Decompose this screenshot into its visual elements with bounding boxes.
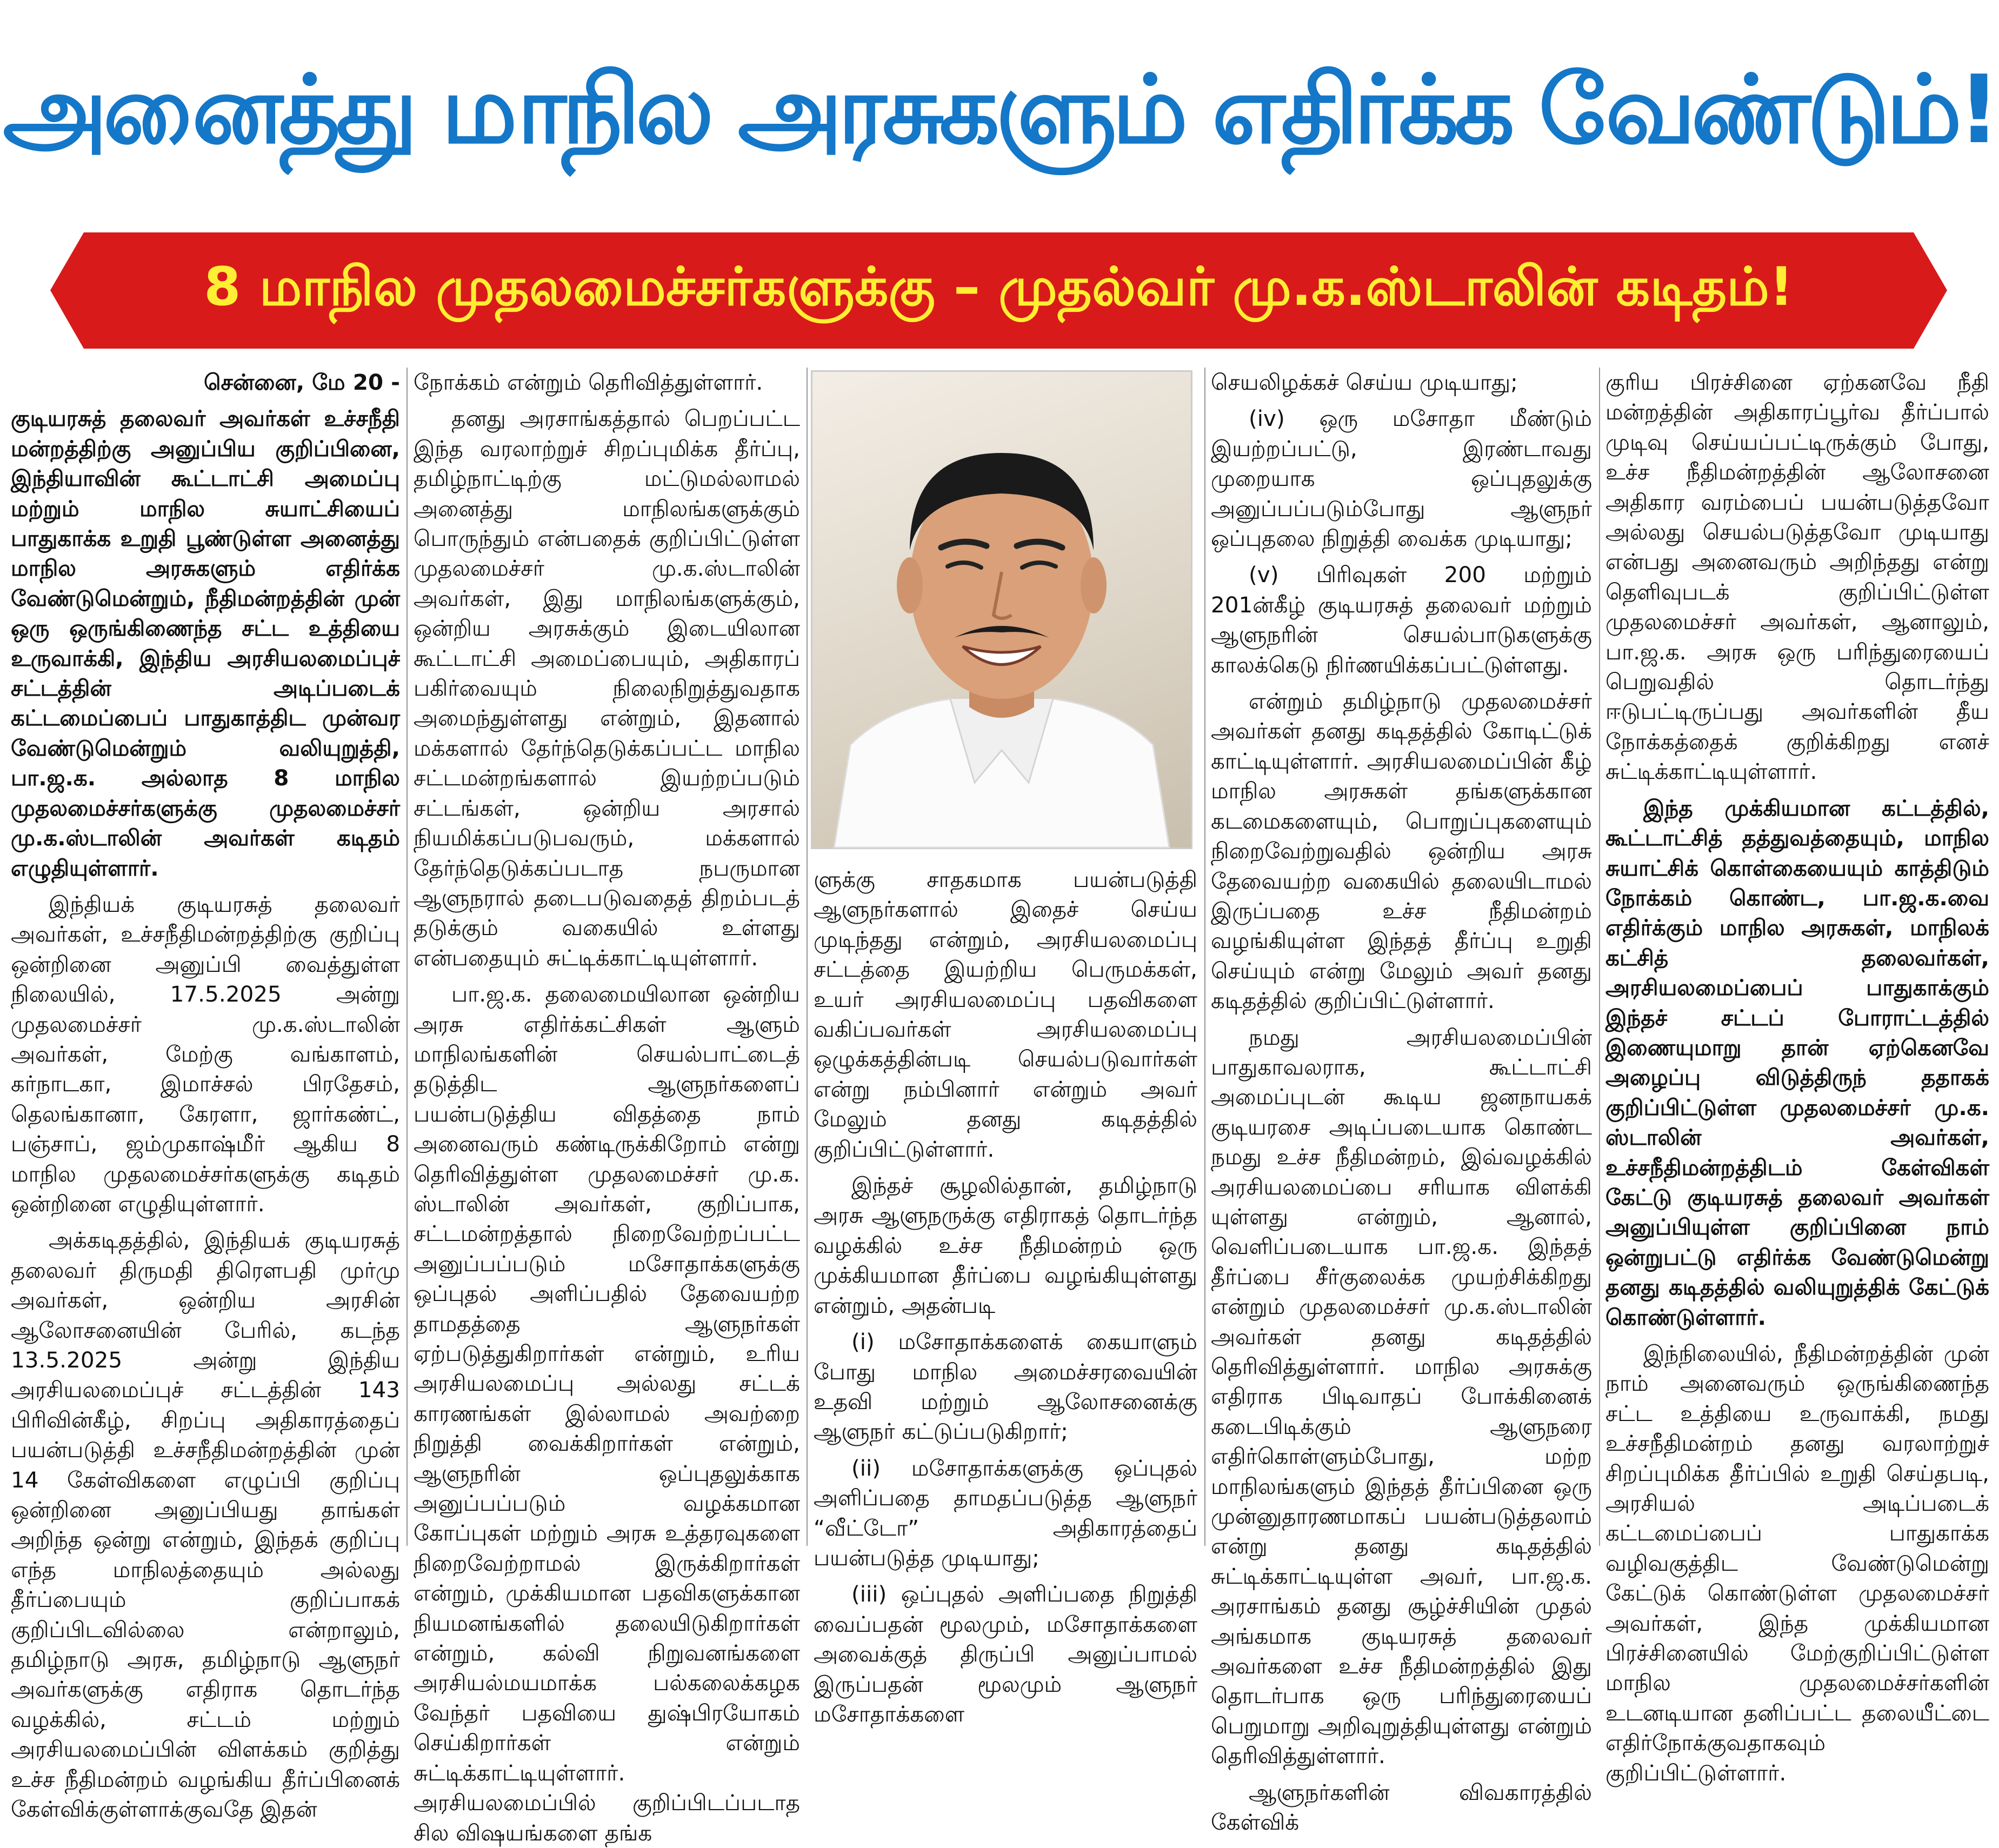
body-paragraph: இந்தியக் குடியரசுத் தலைவர் அவர்கள், உச்சநீதிமன்றத்திற்கு குறிப்பு ஒன்றினை அனுப்பி வைத்துள்ள நிலையில், 17.5.2025 அன்று முதலமைச்சர் மு.க.ஸ்டாலின் அவர்கள், மேற்கு வங்காளம், கர்நாடகா, இமாச்சல் பிரதேசம், தெலங்கானா, கேரளா, ஜார்கண்ட், பஞ்சாப், ஜம்முகாஷ்மீர் ஆகிய 8 மாநில முதலமைச்சர்களுக்கு கடிதம் ஒன்றினை எழுதியுள்ளார். <box>11 891 400 1217</box>
column-divider <box>407 368 408 1546</box>
body-paragraph: பா.ஜ.க. தலைமையிலான ஒன்றிய அரசு எதிர்க்கட்சிகள் ஆளும் மாநிலங்களின் செயல்பாட்டைத் தடுத்திட ஆளுநர்களைப் பயன்படுத்திய விதத்தை நாம் அனைவரும் கண்டிருக்கிறோம் என்று தெரிவித்துள்ள முதலமைச்சர் மு.க. ஸ்டாலின் அவர்கள், குறிப்பாக, சட்டமன்றத்தால் நிறைவேற்றப்பட்ட அனுப்பப்படும் மசோதாக்களுக்கு ஒப்புதல் அளிப்பதில் தேவையற்ற தாமதத்தை ஆளுநர்கள் ஏற்படுத்துகிறார்கள் என்றும், உரிய அரசியலமைப்பு அல்லது சட்டக் காரணங்கள் இல்லாமல் அவற்றை நிறுத்தி வைக்கிறார்கள் என்றும், ஆளுநரின் ஒப்புதலுக்காக அனுப்பப்படும் வழக்கமான கோப்புகள் மற்றும் அரசு உத்தரவுகளை நிறைவேற்றாமல் இருக்கிறார்கள் என்றும், முக்கியமான பதவிகளுக்கான நியமனங்களில் தலையிடுகிறார்கள் என்றும், கல்வி நிறுவனங்களை அரசியல்மயமாக்க பல்கலைக்கழக வேந்தர் பதவியை துஷ்பிரயோகம் செய்கிறார்கள் என்றும் சுட்டிக்காட்டியுள்ளார். அரசியலமைப்பில் குறிப்பிடப்படாத சில விஷயங்களை தங்க <box>414 981 800 1846</box>
list-item: (i) மசோதாக்களைக் கையாளும் போது மாநில அமைச்சரவையின் உதவி மற்றும் ஆலோசனைக்கு ஆளுநர் கட்டுப்படுகிறார்; <box>814 1329 1197 1445</box>
list-item: (iv) ஒரு மசோதா மீண்டும் இயற்றப்பட்டு, இரண்டாவது முறையாக ஒப்புதலுக்கு அனுப்பப்படும்போது ஆளுநர் ஒப்புதலை நிறுத்தி வைக்க முடியாது; <box>1211 405 1592 552</box>
portrait-photo <box>811 370 1192 849</box>
column-3 <box>814 865 1197 1727</box>
body-paragraph: அக்கடிதத்தில், இந்தியக் குடியரசுத் தலைவர் திருமதி திரௌபதி முர்மு அவர்கள், ஒன்றிய அரசின் ஆலோசனையின் பேரில், கடந்த 13.5.2025 அன்று இந்திய அரசியலமைப்புச் சட்டத்தின் 143 பிரிவின்கீழ், சிறப்பு அதிகாரத்தைப் பயன்படுத்தி உச்சநீதிமன்றத்தின் முன் 14 கேள்விகளை எழுப்பி குறிப்பு ஒன்றினை அனுப்பியது தாங்கள் அறிந்த ஒன்று என்றும், இந்தக் குறிப்பு எந்த மாநிலத்தையும் அல்லது தீர்ப்பையும் குறிப்பாகக் குறிப்பிடவில்லை என்றாலும், தமிழ்நாடு அரசு, தமிழ்நாடு ஆளுநர் அவர்களுக்கு எதிராக தொடர்ந்த வழக்கில், சட்டம் மற்றும் அரசியலமைப்பின் விளக்கம் குறித்து உச்ச நீதிமன்றம் வழங்கிய தீர்ப்பினைக் கேள்விக்குள்ளாக்குவதே இதன் <box>11 1227 400 1823</box>
subheadline: 8 மாநில முதலமைச்சர்களுக்கு – முதல்வர் மு.க.ஸ்டாலின் கடிதம்! <box>204 256 1794 318</box>
subheadline-banner <box>84 232 1914 349</box>
column-divider <box>807 368 808 1546</box>
list-item: (ii) மசோதாக்களுக்கு ஒப்புதல் அளிப்பதை தாமதப்படுத்த ஆளுநர் “வீட்டோ” அதிகாரத்தைப் பயன்படுத்த முடியாது; <box>814 1455 1197 1571</box>
column-4 <box>1211 368 1592 1836</box>
portrait-illustration <box>812 372 1191 848</box>
body-paragraph: ஆளுநர்களின் விவகாரத்தில் கேள்விக் <box>1211 1779 1592 1836</box>
column-1 <box>11 368 400 1823</box>
column-divider <box>1204 368 1205 1546</box>
body-paragraph: இந்த முக்கியமான கட்டத்தில், கூட்டாட்சித் தத்துவத்தையும், மாநில சுயாட்சிக் கொள்கையையும் காத்திடும் நோக்கம் கொண்ட, பா.ஜ.க.வை எதிர்க்கும் மாநில அரசுகள், மாநிலக் கட்சித் தலைவர்கள், அரசியலமைப்பைப் பாதுகாக்கும் இந்தச் சட்டப் போராட்டத்தில் இணையுமாறு தான் ஏற்கெனவே அழைப்பு விடுத்திருந் ததாகக் குறிப்பிட்டுள்ள முதலமைச்சர் மு.க. ஸ்டாலின் அவர்கள், உச்சநீதிமன்றத்திடம் கேள்விகள் கேட்டு குடியரசுத் தலைவர் அவர்கள் அனுப்பியுள்ள குறிப்பினை நாம் ஒன்றுபட்டு எதிர்க்க வேண்டுமென்று தனது கடிதத்தில் வலியுறுத்திக் கேட்டுக் கொண்டுள்ளார். <box>1605 795 1989 1330</box>
body-paragraph: இந்தச் சூழலில்தான், தமிழ்நாடு அரசு ஆளுநருக்கு எதிராகத் தொடர்ந்த வழக்கில் உச்ச நீதிமன்றம் ஒரு முக்கியமான தீர்ப்பை வழங்கியுள்ளது என்றும், அதன்படி <box>814 1172 1197 1318</box>
body-paragraph: நோக்கம் என்றும் தெரிவித்துள்ளார். <box>414 369 763 395</box>
dateline: சென்னை, மே 20 - <box>203 369 400 395</box>
column-5 <box>1605 368 1989 1786</box>
body-paragraph: ளுக்கு சாதகமாக பயன்படுத்தி ஆளுநர்களால் இதைச் செய்ய முடிந்தது என்றும், அரசியலமைப்பு சட்டத்தை இயற்றிய பெருமக்கள், உயர் அரசியலமைப்பு பதவிகளை வகிப்பவர்கள் அரசியலமைப்பு ஒழுக்கத்தின்படி செயல்படுவார்கள் என்று நம்பினார் என்றும் அவர் மேலும் தனது கடிதத்தில் குறிப்பிட்டுள்ளார். <box>814 866 1197 1162</box>
body-paragraph: நமது அரசியலமைப்பின் பாதுகாவலராக, கூட்டாட்சி அமைப்புடன் கூடிய ஜனநாயகக் குடியரசை அடிப்படையாக கொண்ட நமது உச்ச நீதிமன்றம், இவ்வழக்கில் அரசியலமைப்பை சரியாக விளக்கி யுள்ளது என்றும், ஆனால், வெளிப்படையாக பா.ஜ.க. இந்தத் தீர்ப்பை சீர்குலைக்க முயற்சிக்கிறது என்றும் முதலமைச்சர் மு.க.ஸ்டாலின் அவர்கள் தனது கடிதத்தில் தெரிவித்துள்ளார். மாநில அரசுக்கு எதிராக பிடிவாதப் போக்கினைக் கடைபிடிக்கும் ஆளுநரை எதிர்கொள்ளும்போது, மற்ற மாநிலங்களும் இந்தத் தீர்ப்பினை ஒரு முன்னுதாரணமாகப் பயன்படுத்தலாம் என்று தனது கடிதத்தில் சுட்டிக்காட்டியுள்ள அவர், பா.ஜ.க. அரசாங்கம் தனது சூழ்ச்சியின் முதல் அங்கமாக குடியரசுத் தலைவர் அவர்களை உச்ச நீதிமன்றத்தில் இது தொடர்பாக ஒரு பரிந்துரையைப் பெறுமாறு அறிவுறுத்தியுள்ளது என்றும் தெரிவித்துள்ளார். <box>1211 1024 1592 1769</box>
body-paragraph: இந்நிலையில், நீதிமன்றத்தின் முன் நாம் அனைவரும் ஒருங்கிணைந்த சட்ட உத்தியை உருவாக்கி, நமது உச்சநீதிமன்றம் தனது வரலாற்றுச் சிறப்புமிக்க தீர்ப்பில் உறுதி செய்தபடி, அரசியல் அடிப்படைக் கட்டமைப்பைப் பாதுகாக்க வழிவகுத்திட வேண்டுமென்று கேட்டுக் கொண்டுள்ள முதலமைச்சர் அவர்கள், இந்த முக்கியமான பிரச்சினையில் மேற்குறிப்பிட்டுள்ள மாநில முதலமைச்சர்களின் உடனடியான தனிப்பட்ட தலையீட்டை எதிர்நோக்குவதாகவும் குறிப்பிட்டுள்ளார். <box>1605 1340 1989 1786</box>
column-divider <box>1599 368 1600 1546</box>
lead-paragraph: குடியரசுத் தலைவர் அவர்கள் உச்சநீதி மன்றத்திற்கு அனுப்பிய குறிப்பினை, இந்தியாவின் கூட்டாட்சி அமைப்பு மற்றும் மாநில சுயாட்சியைப் பாதுகாக்க உறுதி பூண்டுள்ள அனைத்து மாநில அரசுகளும் எதிர்க்க வேண்டுமென்றும், நீதிமன்றத்தின் முன் ஒரு ஒருங்கிணைந்த சட்ட உத்தியை உருவாக்கி, இந்திய அரசியலமைப்புச் சட்டத்தின் அடிப்படைக் கட்டமைப்பைப் பாதுகாத்திட முன்வர வேண்டுமென்றும் வலியுறுத்தி, பா.ஜ.க. அல்லாத 8 மாநில முதலமைச்சர்களுக்கு முதலமைச்சர் மு.க.ஸ்டாலின் அவர்கள் கடிதம் எழுதியுள்ளார். <box>11 405 400 881</box>
column-2 <box>414 368 800 1846</box>
headline: அனைத்து மாநில அரசுகளும் எதிர்க்க வேண்டும்! <box>3 55 1996 165</box>
body-paragraph: தனது அரசாங்கத்தால் பெறப்பட்ட இந்த வரலாற்றுச் சிறப்புமிக்க தீர்ப்பு, தமிழ்நாட்டிற்கு மட்டுமல்லாமல் அனைத்து மாநிலங்களுக்கும் பொருந்தும் என்பதைக் குறிப்பிட்டுள்ள முதலமைச்சர் மு.க.ஸ்டாலின் அவர்கள், இது மாநிலங்களுக்கும், ஒன்றிய அரசுக்கும் இடையிலான கூட்டாட்சி அமைப்பையும், அதிகாரப் பகிர்வையும் நிலைநிறுத்துவதாக அமைந்துள்ளது என்றும், இதனால் மக்களால் தேர்ந்தெடுக்கப்பட்ட மாநில சட்டமன்றங்களால் இயற்றப்படும் சட்டங்கள், ஒன்றிய அரசால் நியமிக்கப்படுபவரும், மக்களால் தேர்ந்தெடுக்கப்படாத நபருமான ஆளுநரால் தடைபடுவதைத் திறம்படத் தடுக்கும் வகையில் உள்ளது என்பதையும் சுட்டிக்காட்டியுள்ளார். <box>414 405 800 971</box>
body-paragraph: செயலிழக்கச் செய்ய முடியாது; <box>1211 369 1518 395</box>
list-item: (iii) ஒப்புதல் அளிப்பதை நிறுத்தி வைப்பதன் மூலமும், மசோதாக்களை அவைக்குத் திருப்பி அனுப்பாமல் இருப்பதன் மூலமும் ஆளுநர் மசோதாக்களை <box>814 1581 1197 1727</box>
body-paragraph: குரிய பிரச்சினை ஏற்கனவே நீதி மன்றத்தின் அதிகாரப்பூர்வ தீர்ப்பால் முடிவு செய்யப்பட்டிருக்கும் போது, உச்ச நீதிமன்றத்தின் ஆலோசனை அதிகார வரம்பைப் பயன்படுத்தவோ அல்லது செயல்படுத்தவோ முடியாது என்பது அனைவரும் அறிந்தது என்று தெளிவுபடக் குறிப்பிட்டுள்ள முதலமைச்சர் அவர்கள், ஆனாலும், பா.ஜ.க. அரசு ஒரு பரிந்துரையைப் பெறுவதில் தொடர்ந்து ஈடுபட்டிருப்பது அவர்களின் தீய நோக்கத்தைக் குறிக்கிறது எனச் சுட்டிக்காட்டியுள்ளார். <box>1605 369 1989 785</box>
list-item: (v) பிரிவுகள் 200 மற்றும் 201ன்கீழ் குடியரசுத் தலைவர் மற்றும் ஆளுநரின் செயல்பாடுகளுக்கு காலக்கெடு நிர்ணயிக்கப்பட்டுள்ளது. <box>1211 562 1592 678</box>
body-paragraph: என்றும் தமிழ்நாடு முதலமைச்சர் அவர்கள் தனது கடிதத்தில் கோடிட்டுக் காட்டியுள்ளார். அரசியலமைப்பின் கீழ் மாநில அரசுகள் தங்களுக்கான கடமைகளையும், பொறுப்புகளையும் நிறைவேற்றுவதில் ஒன்றிய அரசு தேவையற்ற வகையில் தலையிடாமல் இருப்பதை உச்ச நீதிமன்றம் வழங்கியுள்ள இந்தத் தீர்ப்பு உறுதி செய்யும் என்று மேலும் அவர் தனது கடிதத்தில் குறிப்பிட்டுள்ளார். <box>1211 688 1592 1014</box>
